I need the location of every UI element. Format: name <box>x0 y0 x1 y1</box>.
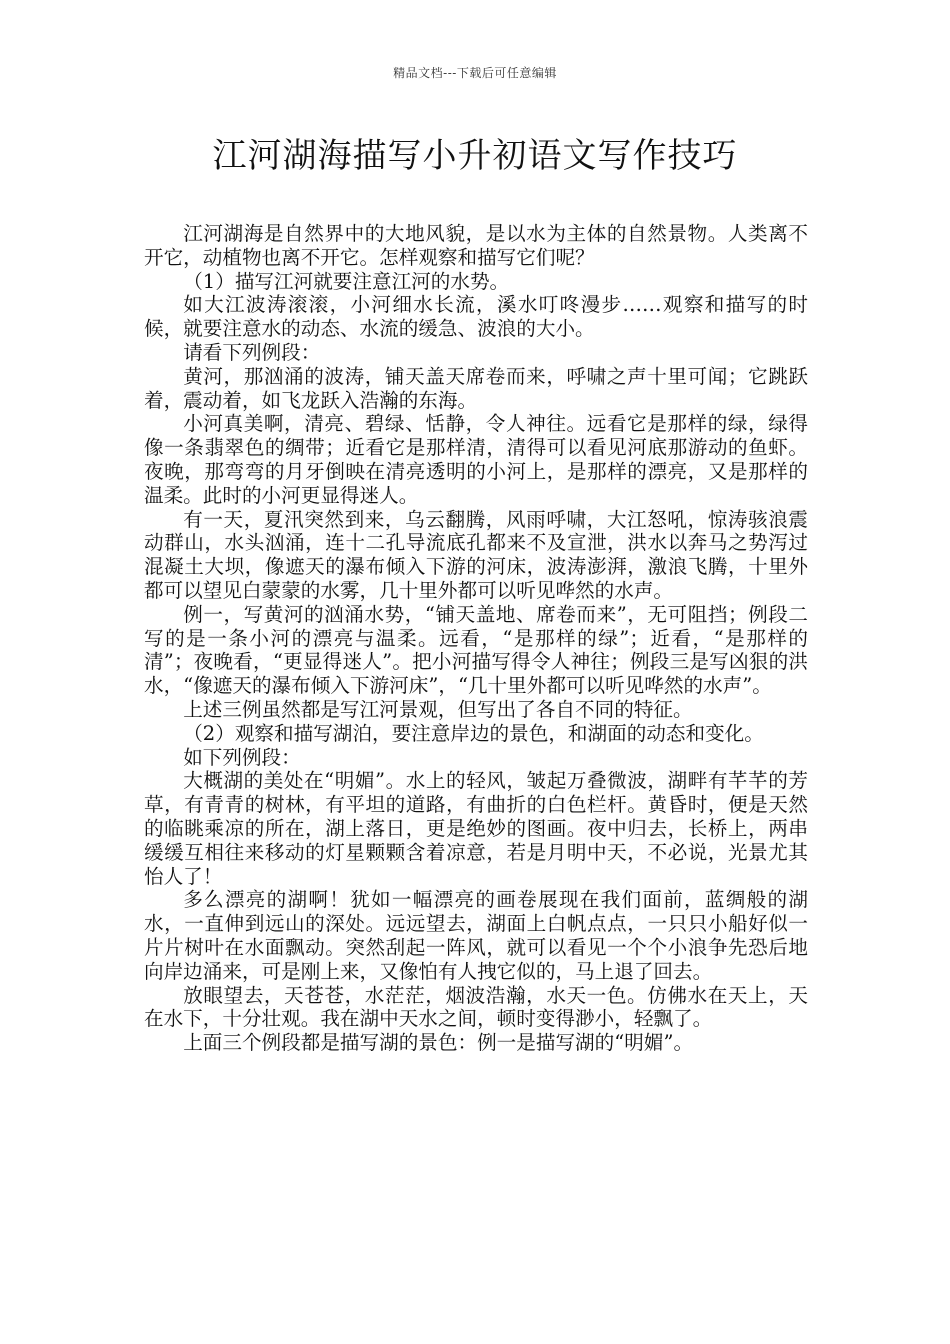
paragraph: 多么漂亮的湖啊！犹如一幅漂亮的画卷展现在我们面前，蓝绸般的湖水，一直伸到远山的深处。远远望去，湖面上白帆点点，一只只小船好似一片片树叶在水面飘动。突然刮起一阵风，就可以看见一个个小浪争先恐后地向岸边涌来，可是刚上来，又像怕有人拽它似的，马上退了回去。 <box>144 888 808 983</box>
paragraph: 有一天，夏汛突然到来，乌云翻腾，风雨呼啸，大江怒吼，惊涛骇浪震动群山，水头汹涌，连十二孔导流底孔都来不及宣泄，洪水以奔马之势泻过混凝土大坝，像遮天的瀑布倾入下游的河床，波涛澎湃，激浪飞腾，十里外都可以望见白蒙蒙的水雾，几十里外都可以听见哗然的水声。 <box>144 507 808 602</box>
paragraph: 例一，写黄河的汹涌水势，“铺天盖地、席卷而来”，无可阻挡；例段二写的是一条小河的漂亮与温柔。远看，“是那样的绿”；近看，“是那样的清”；夜晚看，“更显得迷人”。把小河描写得令人神往；例段三是写凶狠的洪水，“像遮天的瀑布倾入下游河床”，“几十里外都可以听见哗然的水声”。 <box>144 602 808 698</box>
paragraph: 大概湖的美处在“明媚”。水上的轻风，皱起万叠微波，湖畔有芊芊的芳草，有青青的树林，有平坦的道路，有曲折的白色栏杆。黄昏时，便是天然的临眺乘凉的所在，湖上落日，更是绝妙的图画。夜中归去，长桥上，两串缓缓互相往来移动的灯星颗颗含着凉意，若是月明中天，不必说，光景尤其怡人了！ <box>144 769 808 888</box>
paragraph: 放眼望去，天苍苍，水茫茫，烟波浩瀚，水天一色。仿佛水在天上，天在水下，十分壮观。我在湖中天水之间，顿时变得渺小，轻飘了。 <box>144 983 808 1031</box>
document-body <box>144 222 808 1055</box>
paragraph: 上述三例虽然都是写江河景观，但写出了各自不同的特征。 <box>183 697 693 721</box>
paragraph: 如下列例段： <box>183 745 301 769</box>
paragraph: 江河湖海是自然界中的大地风貌，是以水为主体的自然景物。人类离不开它，动植物也离不开它。怎样观察和描写它们呢？ <box>144 222 808 269</box>
paragraph: 小河真美啊，清亮、碧绿、恬静，令人神往。远看它是那样的绿，绿得像一条翡翠色的绸带；近看它是那样清，清得可以看见河底那游动的鱼虾。夜晚，那弯弯的月牙倒映在清亮透明的小河上，是那样的漂亮，又是那样的温柔。此时的小河更显得迷人。 <box>144 412 808 507</box>
paragraph: 如大江波涛滚滚，小河细水长流，溪水叮咚漫步……观察和描写的时候，就要注意水的动态、水流的缓急、波浪的大小。 <box>144 293 808 341</box>
paragraph: （2）观察和描写湖泊，要注意岸边的景色，和湖面的动态和变化。 <box>183 721 764 745</box>
paragraph: 上面三个例段都是描写湖的景色：例一是描写湖的“明媚”。 <box>183 1031 694 1055</box>
paragraph: 黄河，那汹涌的波涛，铺天盖天席卷而来，呼啸之声十里可闻；它跳跃着，震动着，如飞龙跃入浩瀚的东海。 <box>144 364 808 412</box>
paragraph: （1）描写江河就要注意江河的水势。 <box>183 269 510 293</box>
paragraph: 请看下列例段： <box>183 340 321 364</box>
document-title: 江河湖海描写小升初语文写作技巧 <box>212 136 738 176</box>
page-header: 精品文档---下载后可任意编辑 <box>393 66 557 80</box>
